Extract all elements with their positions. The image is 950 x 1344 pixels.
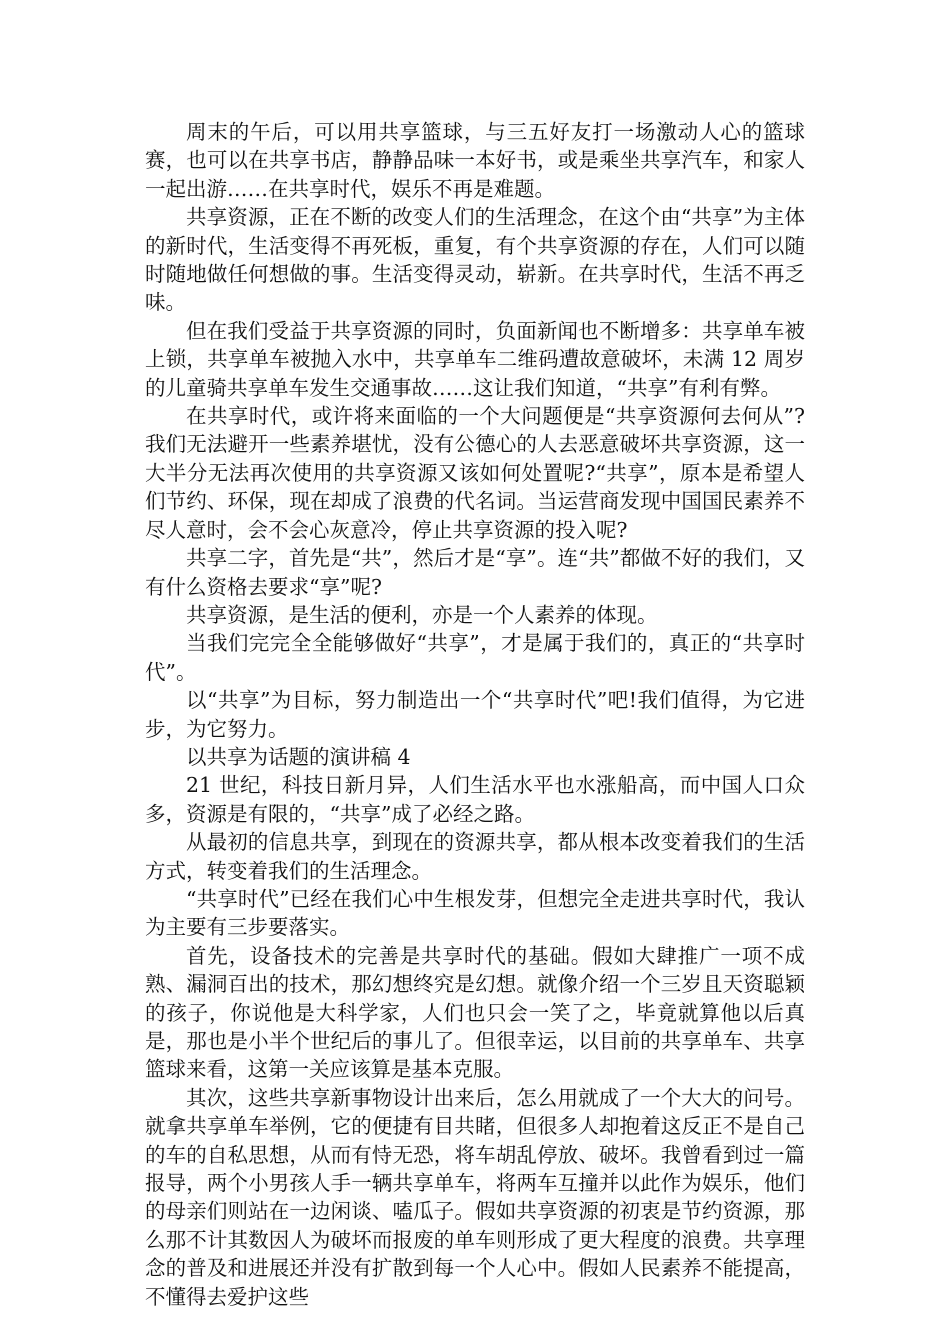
paragraph-shared-basketball: 周末的午后，可以用共享篮球，与三五好友打一场激动人心的篮球赛，也可以在共享书店，静静品味一本好书，或是乘坐共享汽车，和家人一起出游……在共享时代，娱乐不再是难题。 xyxy=(145,120,805,201)
document-page xyxy=(145,118,805,1311)
paragraph-future-problem: 在共享时代，或许将来面临的一个大问题便是“共享资源何去何从”?我们无法避开一些素养堪忧，没有公德心的人去恶意破坏共享资源，这一大半分无法再次使用的共享资源又该如何处置呢?“共享”，原本是希望人们节约、环保，现在却成了浪费的代名词。当运营商发现中国国民素养不尽人意时，会不会心灰意冷，停止共享资源的投入呢? xyxy=(145,404,805,542)
paragraph-three-steps: “共享时代”已经在我们心中生根发芽，但想完全走进共享时代，我认为主要有三步要落实。 xyxy=(145,886,805,940)
paragraph-true-era: 当我们完完全全能够做好“共享”，才是属于我们的，真正的“共享时代”。 xyxy=(145,631,805,684)
paragraph-shared-resources-life: 共享资源，正在不断的改变人们的生活理念，在这个由“共享”为主体的新时代，生活变得不再死板，重复，有个共享资源的存在，人们可以随时随地做任何想做的事。生活变得灵动，崭新。在共享时代，生活不再乏味。 xyxy=(145,205,805,315)
paragraph-two-characters: 共享二字，首先是“共”，然后才是“享”。连“共”都做不好的我们，又有什么资格去要求“享”呢? xyxy=(145,546,805,599)
paragraph-first-step: 首先，设备技术的完善是共享时代的基础。假如大肆推广一项不成熟、漏洞百出的技术，那幻想终究是幻想。就像介绍一个三岁且天资聪颖的孩子，你说他是大科学家，人们也只会一笑了之，毕竟就算他以后真是，那也是小半个世纪后的事儿了。但很幸运，以目前的共享单车、共享篮球来看，这第一关应该算是基本克服。 xyxy=(145,943,805,1082)
paragraph-second-step: 其次，这些共享新事物设计出来后，怎么用就成了一个大大的问号。就拿共享单车举例，它的便捷有目共睹，但很多人却抱着这反正不是自己的车的自私思想，从而有恃无恐，将车胡乱停放、破坏。我曾看到过一篇报导，两个小男孩人手一辆共享单车，将两车互撞并以此作为娱乐，他们的母亲们则站在一边闲谈、嗑瓜子。假如共享资源的初衷是节约资源，那么那不计其数因人为破坏而报废的单车则形成了更大程度的浪费。共享理念的普及和进展还并没有扩散到每一个人心中。假如人民素养不能提高，不懂得去爱护这些 xyxy=(145,1085,805,1309)
paragraph-info-sharing: 从最初的信息共享，到现在的资源共享，都从根本改变着我们的生活方式，转变着我们的生活理念。 xyxy=(145,830,805,883)
section-title: 以共享为话题的演讲稿 4 xyxy=(186,744,411,769)
paragraph-negative-news: 但在我们受益于共享资源的同时，负面新闻也不断增多：共享单车被上锁，共享单车被抛入水中，共享单车二维码遭故意破坏，未满 12 周岁的儿童骑共享单车发生交通事故……这让我们知道，“共享”有利有弊。 xyxy=(145,318,805,400)
paragraph-goal: 以“共享”为目标，努力制造出一个“共享时代”吧!我们值得，为它进步，为它努力。 xyxy=(145,688,805,741)
paragraph-21st-century: 21 世纪，科技日新月异，人们生活水平也水涨船高，而中国人口众多，资源是有限的，“共享”成了必经之路。 xyxy=(145,773,805,826)
paragraph-convenience: 共享资源，是生活的便利，亦是一个人素养的体现。 xyxy=(186,602,658,627)
